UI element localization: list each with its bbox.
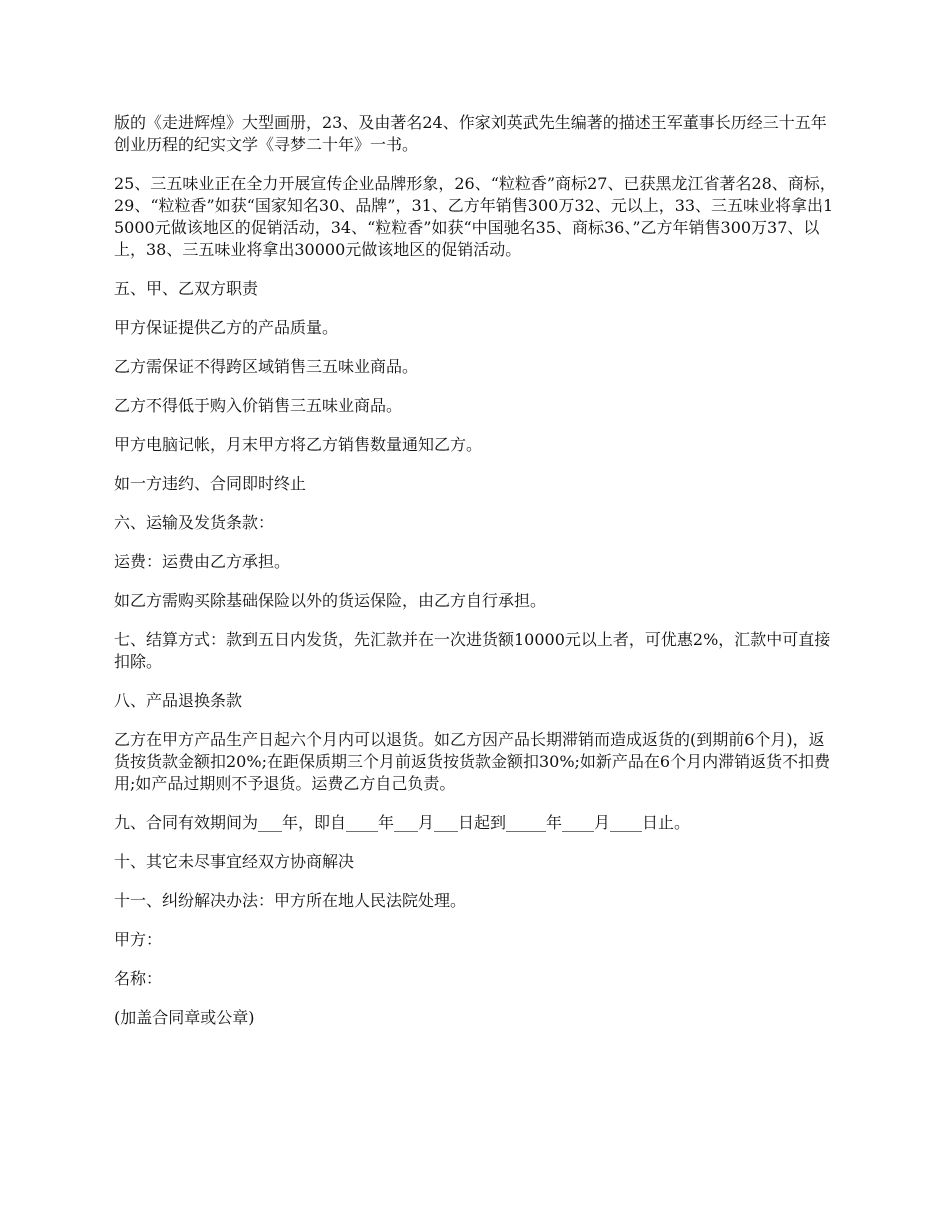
paragraph-party-b-price: 乙方不得低于购入价销售三五味业商品。 [114,396,403,415]
paragraph-party-b-region: 乙方需保证不得跨区域销售三五味业商品。 [114,357,419,376]
paragraph-freight: 运费：运费由乙方承担。 [114,552,291,571]
document-body [114,112,838,1046]
heading-section-11-dispute: 十一、纠纷解决办法：甲方所在地人民法院处理。 [114,891,467,910]
paragraph-brand-promotion: 25、三五味业正在全力开展宣传企业品牌形象，26、“粒粒香”商标27、已获黑龙江省著名28、商标，29、“粒粒香”如获“国家知名30、品牌”，31、乙方年销售300万32、元以上，33、三五味业将拿出15000元做该地区的促销活动，34、“粒粒香”如获“中国驰名35、商标36、”乙方年销售300万37、以上，38、三五味业将拿出30000元做该地区的促销活动。 [114,174,836,259]
paragraph-insurance: 如乙方需购买除基础保险以外的货运保险，由乙方自行承担。 [114,591,547,610]
paragraph-breach-termination: 如一方违约、合同即时终止 [114,474,307,493]
paragraph-album-and-book: 版的《走进辉煌》大型画册，23、及由著名24、作家刘英武先生编著的描述王军董事长历经三十五年创业历程的纪实文学《寻梦二十年》一书。 [114,113,827,154]
paragraph-party-a-quality: 甲方保证提供乙方的产品质量。 [114,318,339,337]
heading-section-8: 八、产品退换条款 [114,691,243,710]
heading-section-7-settlement: 七、结算方式：款到五日内发货，先汇款并在一次进货额10000元以上者，可优惠2%，汇款中可直接扣除。 [114,630,831,671]
paragraph-party-a-accounting: 甲方电脑记帐，月末甲方将乙方销售数量通知乙方。 [114,435,483,454]
label-name: 名称： [114,969,163,988]
heading-section-6: 六、运输及发货条款： [114,513,275,532]
paragraph-return-terms: 乙方在甲方产品生产日起六个月内可以退货。如乙方因产品长期滞销而造成返货的(到期前6个月)，返货按货款金额扣20%;在距保质期三个月前返货按货款金额扣30%;如新产品在6个月内滞销返货不扣费用;如产品过期则不予退货。运费乙方自己负责。 [114,730,831,793]
heading-section-10: 十、其它未尽事宜经双方协商解决 [114,852,355,871]
paragraph-validity-period: 九、合同有效期间为___年，即自____年___月___日起到_____年____月____日止。 [114,813,691,832]
label-party-a: 甲方： [114,930,163,949]
label-seal: (加盖合同章或公章) [114,1008,255,1027]
heading-section-5: 五、甲、乙双方职责 [114,279,259,298]
